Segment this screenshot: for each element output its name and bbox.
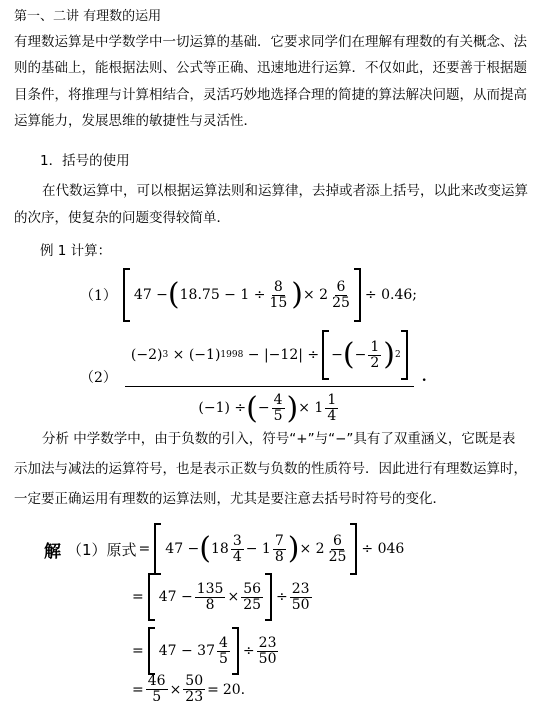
page-title: 第一、二讲 有理数的运用: [14, 9, 162, 24]
example-label: 例 1 计算：: [40, 243, 112, 259]
solution-line-1: 解 （1）原式 = 47 − ( 18 $\frac{3}{4}$ − 1 $\frac{7}{8}$ ) × 2 $\frac{6}{25}$ ÷ 046: [44, 523, 404, 575]
right-bracket: [354, 268, 361, 322]
solution-line-4: = $\frac{46}{5}$ × $\frac{50}{23}$ = 20.: [132, 673, 246, 705]
intro-line-3: 目条件，将推理与计算相结合，灵活巧妙地选择合理的简捷的算法解决问题，从而提高: [14, 87, 527, 103]
result-value: 20.: [222, 681, 246, 698]
problem-1-label: （1）: [80, 288, 117, 304]
intro-line-4: 运算能力，发展思维的敏捷性与灵活性．: [14, 113, 257, 129]
solution-sub: （1）原式: [67, 540, 137, 559]
left-bracket: [123, 268, 130, 322]
solution-label: 解: [44, 541, 61, 562]
analysis-line-1: 分析 中学数学中，由于负数的引入，符号“+”与“−”具有了双重涵义，它既是表: [42, 431, 516, 447]
intro-line-1: 有理数运算是中学数学中一切运算的基础．它要求同学们在理解有理数的有关概念、法: [14, 34, 527, 50]
solution-line-3: = 47 − 37 $\frac{4}{5}$ ÷ $\frac{23}{50}$: [132, 627, 280, 675]
section-heading: 1．括号的使用: [40, 153, 130, 169]
intro-line-2: 则的基础上，能根据法则、公式等正确、迅速地进行运算．不仅如此，还要善于根据题: [14, 60, 527, 76]
problem-2: （2） (−2) 3 × (−1) 1998 − |−12| ÷ − ( − $\frac{1}{2}$ ) 2 (−1) ÷ ( − $\frac{4}{5}$ ) × 1 $\frac{1}{4}$ .: [80, 330, 427, 424]
section-text-2: 的次序，使复杂的问题变得较简单．: [14, 210, 230, 226]
analysis-line-3: 一定要正确运用有理数的运算法则，尤其是要注意去括号时符号的变化．: [14, 491, 446, 507]
problem-1: （1） 47 − ( 18.75 − 1 ÷ $\frac{8}{15}$ ) × 2 $\frac{6}{25}$ ÷ 0.46;: [80, 268, 417, 322]
analysis-line-2: 示加法与减法的运算符号，也是表示正数与负数的性质符号．因此进行有理数运算时，: [14, 461, 527, 477]
section-text-1: 在代数运算中，可以根据运算法则和运算律，去掉或者添上括号，以此来改变运算: [42, 183, 528, 199]
solution-line-2: = 47 − $\frac{135}{8}$ × $\frac{56}{25}$ ÷ $\frac{23}{50}$: [132, 573, 314, 621]
problem-2-label: （2）: [80, 370, 117, 386]
